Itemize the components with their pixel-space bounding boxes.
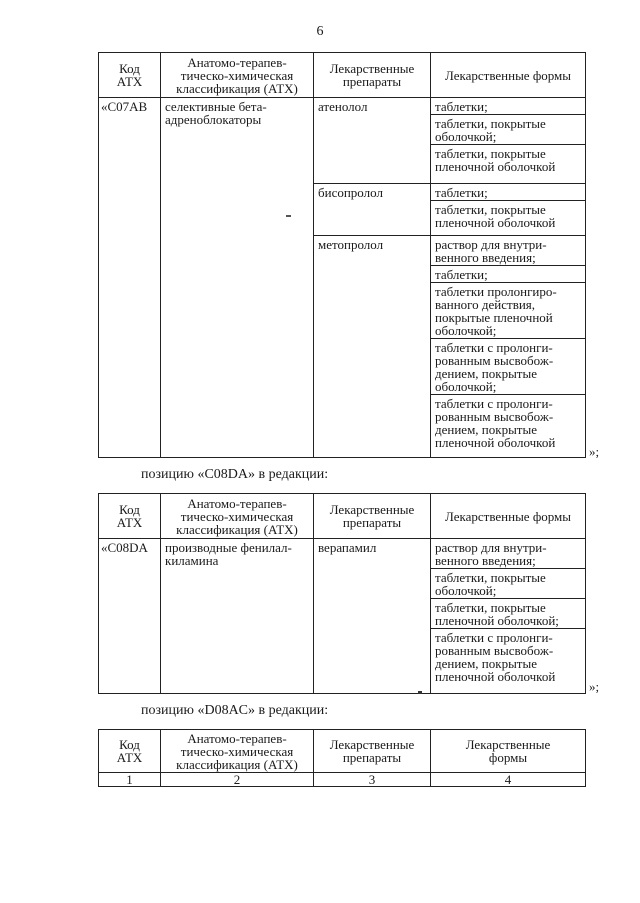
- form-item: таблетки с пролонги- рованным высвобож- дением, покрытые оболочкой;: [431, 339, 585, 395]
- column-number-2: 2: [161, 773, 314, 787]
- header-drugs: Лекарственные препараты: [314, 730, 431, 773]
- header-drugs: Лекарственные препараты: [314, 53, 431, 98]
- header-code: Код АТХ: [99, 730, 161, 773]
- header-code: Код АТХ: [99, 494, 161, 539]
- column-number-3: 3: [314, 773, 431, 787]
- header-classification: Анатомо-терапев- тическо-химическая классификация (АТХ): [161, 494, 314, 539]
- header-drugs: Лекарственные препараты: [314, 494, 431, 539]
- section-intro-c08da: позицию «C08DA» в редакции:: [141, 467, 329, 482]
- form-item: таблетки;: [431, 266, 585, 283]
- section-intro-d08ac: позицию «D08AC» в редакции:: [141, 703, 329, 718]
- form-item: таблетки, покрытые оболочкой;: [431, 115, 585, 145]
- drug-name-atenolol: атенолол: [314, 98, 431, 184]
- drug-forms-bisoprolol: [431, 184, 586, 236]
- form-item: таблетки, покрытые пленочной оболочкой;: [431, 599, 585, 629]
- header-forms: Лекарственные формы: [431, 494, 586, 539]
- table-header-row: [99, 730, 586, 773]
- column-number-4: 4: [431, 773, 586, 787]
- form-item: таблетки, покрытые пленочной оболочкой: [435, 202, 556, 230]
- form-item: таблетки, покрытые пленочной оболочкой: [435, 146, 556, 174]
- header-forms: Лекарственные формы: [431, 730, 586, 773]
- table-row: [99, 539, 586, 694]
- form-item: таблетки пролонгиро- ванного действия, покрытые пленочной оболочкой;: [431, 283, 585, 339]
- drug-forms-atenolol: [431, 98, 586, 184]
- scan-speck: [286, 215, 291, 217]
- form-item: таблетки с пролонги- рованным высвобож- дением, покрытые пленочной оболочкой: [435, 630, 556, 684]
- drug-forms-verapamil: [431, 539, 586, 694]
- header-classification: Анатомо-терапев- тическо-химическая классификация (АТХ): [161, 53, 314, 98]
- atx-classification-cell: селективные бета- адреноблокаторы: [161, 98, 314, 458]
- drug-name-metoprolol: метопролол: [314, 236, 431, 458]
- header-code: Код АТХ: [99, 53, 161, 98]
- form-item: таблетки;: [431, 184, 585, 201]
- table-header-row: [99, 494, 586, 539]
- form-item: таблетки, покрытые оболочкой;: [431, 569, 585, 599]
- header-forms: Лекарственные формы: [431, 53, 586, 98]
- form-item: раствор для внутри- венного введения;: [431, 236, 585, 266]
- atx-code-cell: «C07AB: [99, 98, 161, 458]
- scan-speck: [418, 691, 422, 694]
- table1-closing-quote: »;: [589, 444, 600, 459]
- form-item: таблетки с пролонги- рованным высвобож- дением, покрытые пленочной оболочкой: [435, 396, 556, 450]
- drug-name-bisoprolol: бисопролол: [314, 184, 431, 236]
- column-number-1: 1: [99, 773, 161, 787]
- atx-table-c07ab: [98, 52, 586, 458]
- table-header-row: [99, 53, 586, 98]
- page-number: 6: [316, 24, 324, 39]
- form-item: раствор для внутри- венного введения;: [431, 539, 585, 569]
- drug-forms-metoprolol: [431, 236, 586, 458]
- column-number-row: [99, 773, 586, 787]
- form-item: таблетки;: [431, 98, 585, 115]
- header-classification: Анатомо-терапев- тическо-химическая классификация (АТХ): [161, 730, 314, 773]
- atx-table-d08ac: [98, 729, 586, 787]
- drug-name-verapamil: верапамил: [314, 539, 431, 694]
- table-row: [99, 98, 586, 184]
- atx-code-cell: «C08DA: [99, 539, 161, 694]
- table2-closing-quote: »;: [589, 679, 600, 694]
- atx-classification-cell: производные фенилал- киламина: [161, 539, 314, 694]
- atx-table-c08da: [98, 493, 586, 694]
